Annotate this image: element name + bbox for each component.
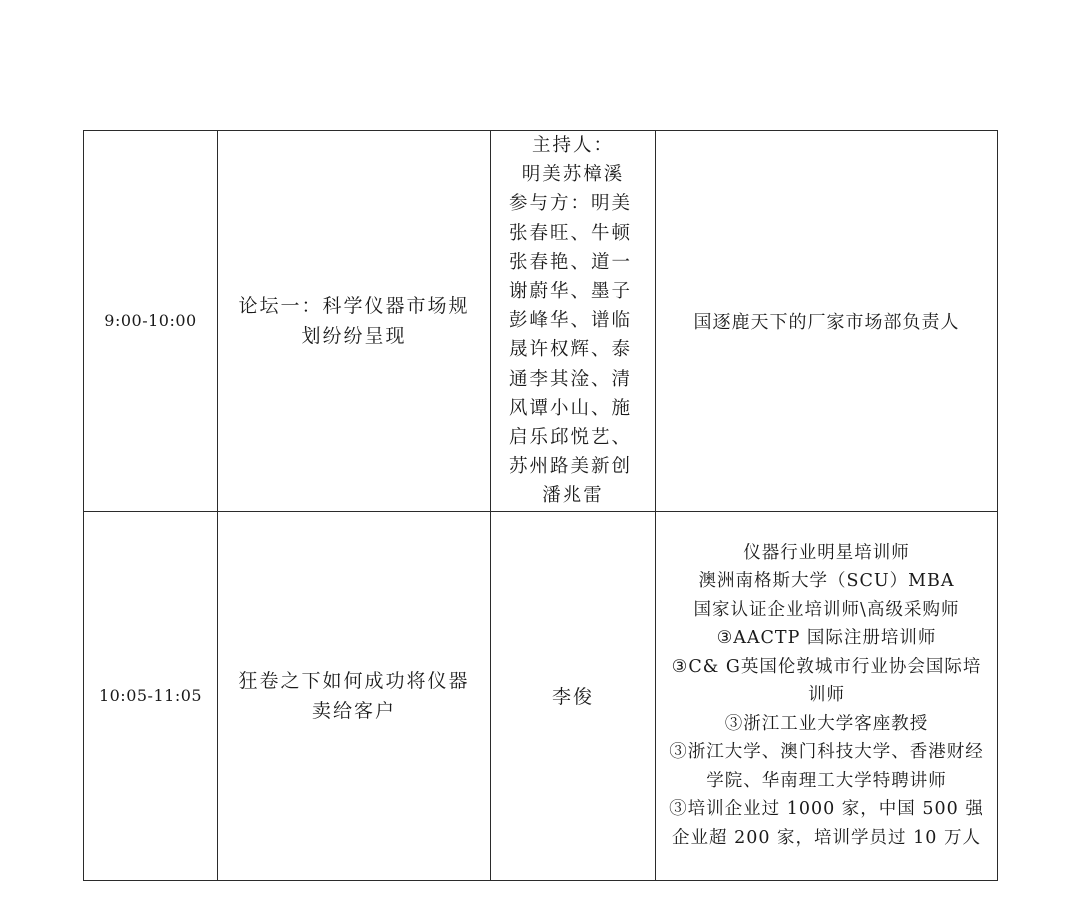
- participants-last: 潘兆雷: [542, 485, 604, 507]
- table-row: [84, 131, 998, 512]
- speaker-intro: 国逐鹿天下的厂家市场部负责人: [693, 311, 960, 333]
- intro-line: ③培训企业过 1000 家，中国 500 强企业超 200 家，培训学员过 10 万人: [669, 799, 984, 848]
- time-cell: [84, 131, 218, 512]
- host-label: 主持人：: [531, 135, 614, 156]
- intro-line: 国家认证企业培训师\高级采购师: [693, 599, 960, 620]
- participants-text: 参与方：明美张春旺、牛顿张春艳、道一谢蔚华、墨子彭峰华、谱临晟许权辉、泰通李其淦、清风谭小山、施启乐邱悦艺、苏州路美新创: [509, 193, 633, 478]
- intro-cell: [656, 131, 998, 512]
- speaker-intro-list: [656, 539, 997, 853]
- time-cell: [84, 511, 218, 880]
- speaker-block: [509, 131, 637, 511]
- intro-line: ③C& G英国伦敦城市行业协会国际培训师: [671, 656, 982, 706]
- intro-line: ③AACTP 国际注册培训师: [716, 628, 937, 649]
- host-name: 明美苏樟溪: [521, 164, 625, 186]
- intro-line: ③浙江大学、澳门科技大学、香港财经学院、华南理工大学特聘讲师: [669, 742, 984, 791]
- intro-line: 澳洲南格斯大学（SCU）MBA: [698, 571, 955, 592]
- schedule-table: [83, 130, 998, 881]
- session-time: 10:05-11:05: [98, 686, 203, 706]
- session-time: 9:00-10:00: [104, 311, 197, 331]
- session-topic: 论坛一：科学仪器市场规划纷纷呈现: [238, 294, 470, 347]
- intro-line: ③浙江工业大学客座教授: [724, 713, 929, 734]
- table-row: [84, 511, 998, 880]
- session-topic: 狂卷之下如何成功将仪器卖给客户: [238, 669, 470, 722]
- topic-cell: [218, 511, 491, 880]
- speaker-name: 李俊: [551, 686, 594, 709]
- topic-cell: [218, 131, 491, 512]
- intro-cell: [656, 511, 998, 880]
- speaker-cell: [491, 131, 656, 512]
- intro-line: 仪器行业明星培训师: [743, 542, 910, 563]
- speaker-cell: [491, 511, 656, 880]
- participants: [509, 189, 637, 510]
